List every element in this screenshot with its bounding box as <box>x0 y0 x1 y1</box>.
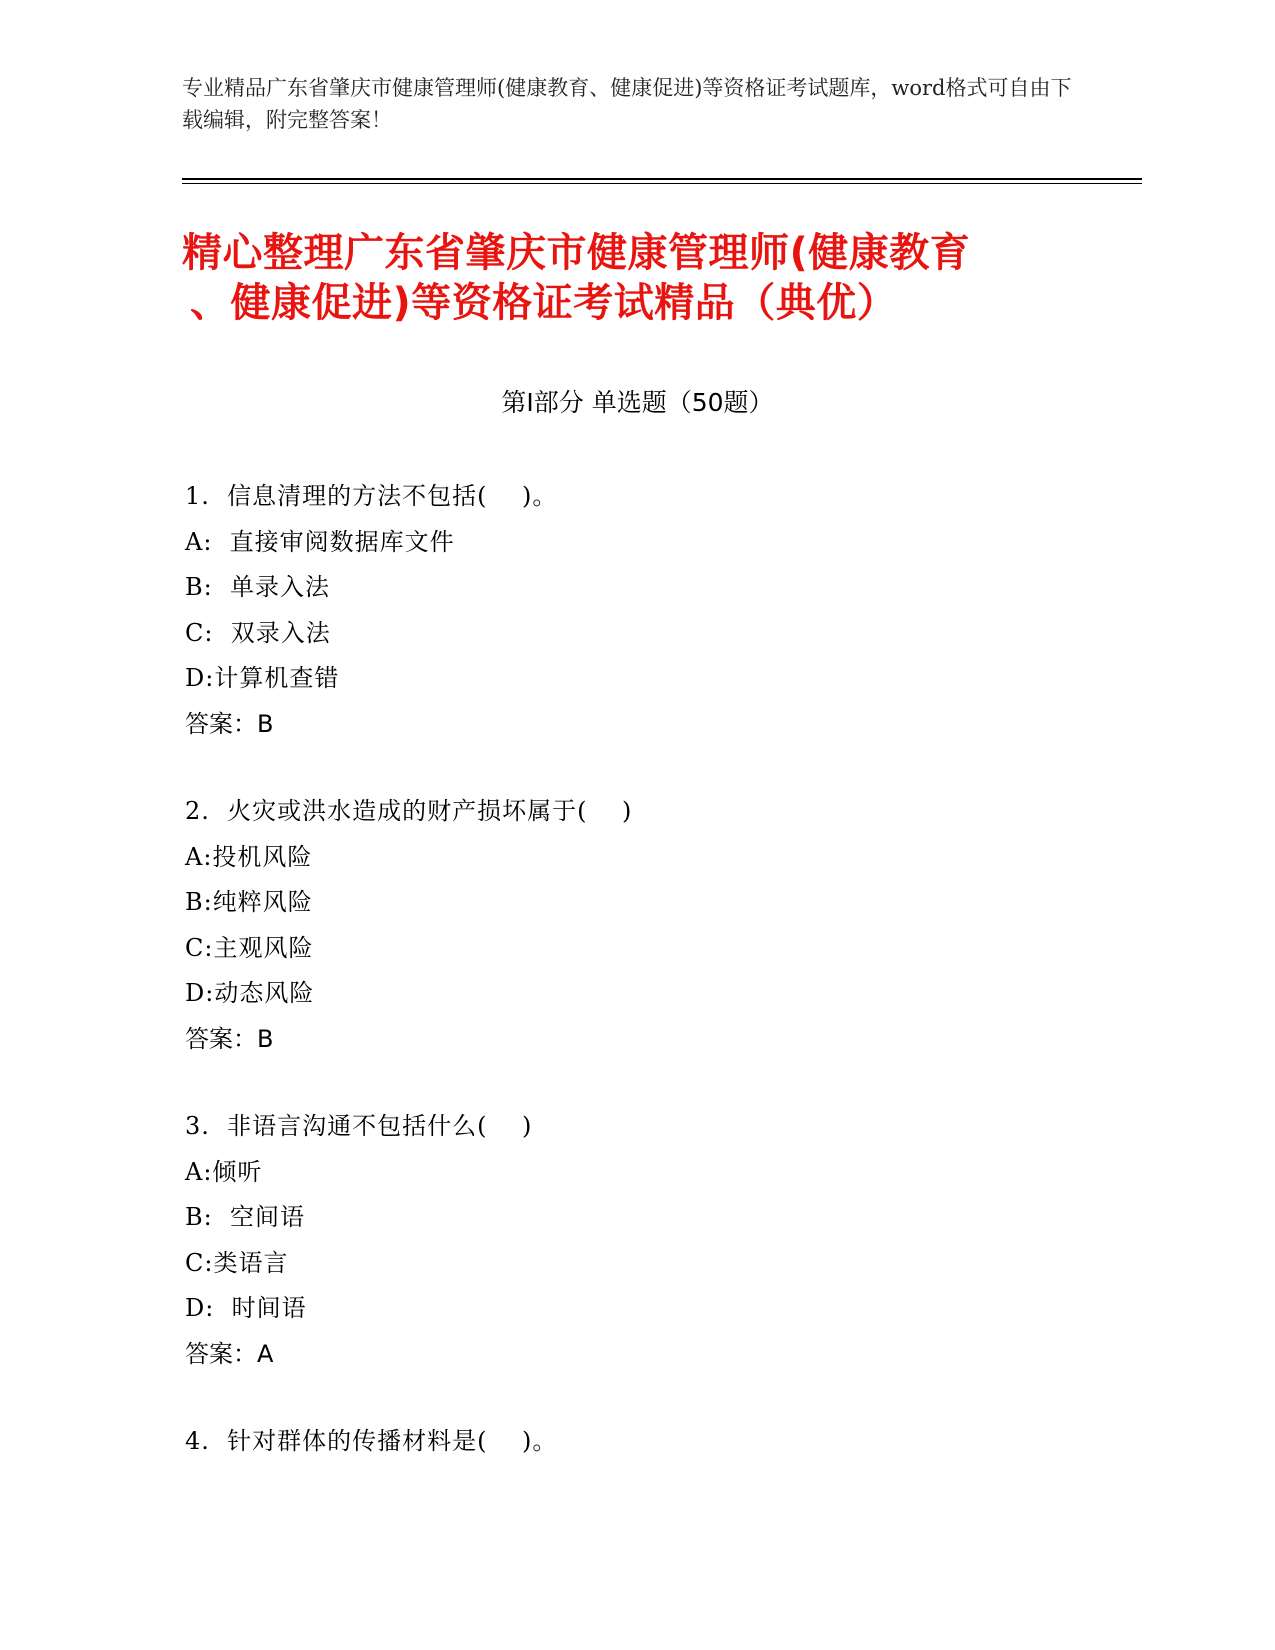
header-divider-thin <box>182 183 1142 184</box>
question-2 <box>185 789 1085 1062</box>
title-line-1: 精心整理广东省肇庆市健康管理师(健康教育 <box>182 230 971 276</box>
option-b: B:纯粹风险 <box>185 888 313 916</box>
header-divider-thick <box>182 178 1142 180</box>
question-4 <box>185 1419 1085 1465</box>
option-b: B: 空间语 <box>185 1203 305 1231</box>
question-1 <box>185 474 1085 747</box>
section-heading: 第Ⅰ部分 单选题（50题） <box>501 388 774 417</box>
option-d: D: 时间语 <box>185 1294 307 1322</box>
option-d: D:计算机查错 <box>185 664 340 692</box>
option-c: C:主观风险 <box>185 933 314 962</box>
answer: 答案：B <box>185 709 274 738</box>
question-stem: 1. 信息清理的方法不包括( )。 <box>185 482 558 510</box>
question-3 <box>185 1104 1085 1377</box>
answer: 答案：A <box>185 1339 274 1368</box>
option-a: A: 直接审阅数据库文件 <box>185 527 455 556</box>
option-c: C: 双录入法 <box>185 618 331 647</box>
title-line-2: 、健康促进)等资格证考试精品（典优） <box>190 280 898 326</box>
question-stem: 3. 非语言沟通不包括什么( ) <box>185 1112 533 1140</box>
question-stem: 4. 针对群体的传播材料是( )。 <box>185 1427 558 1455</box>
option-a: A:投机风险 <box>185 842 313 871</box>
option-a: A:倾听 <box>185 1157 263 1186</box>
option-c: C:类语言 <box>185 1248 289 1277</box>
document-title <box>182 228 1092 328</box>
header-note: 专业精品广东省肇庆市健康管理师(健康教育、健康促进)等资格证考试题库，word格式可自由下载编辑，附完整答案！ <box>182 76 1072 132</box>
question-stem: 2. 火灾或洪水造成的财产损坏属于( ) <box>185 797 633 825</box>
option-b: B: 单录入法 <box>185 573 330 601</box>
answer: 答案：B <box>185 1024 274 1053</box>
question-list <box>185 474 1085 1507</box>
option-d: D:动态风险 <box>185 979 315 1007</box>
